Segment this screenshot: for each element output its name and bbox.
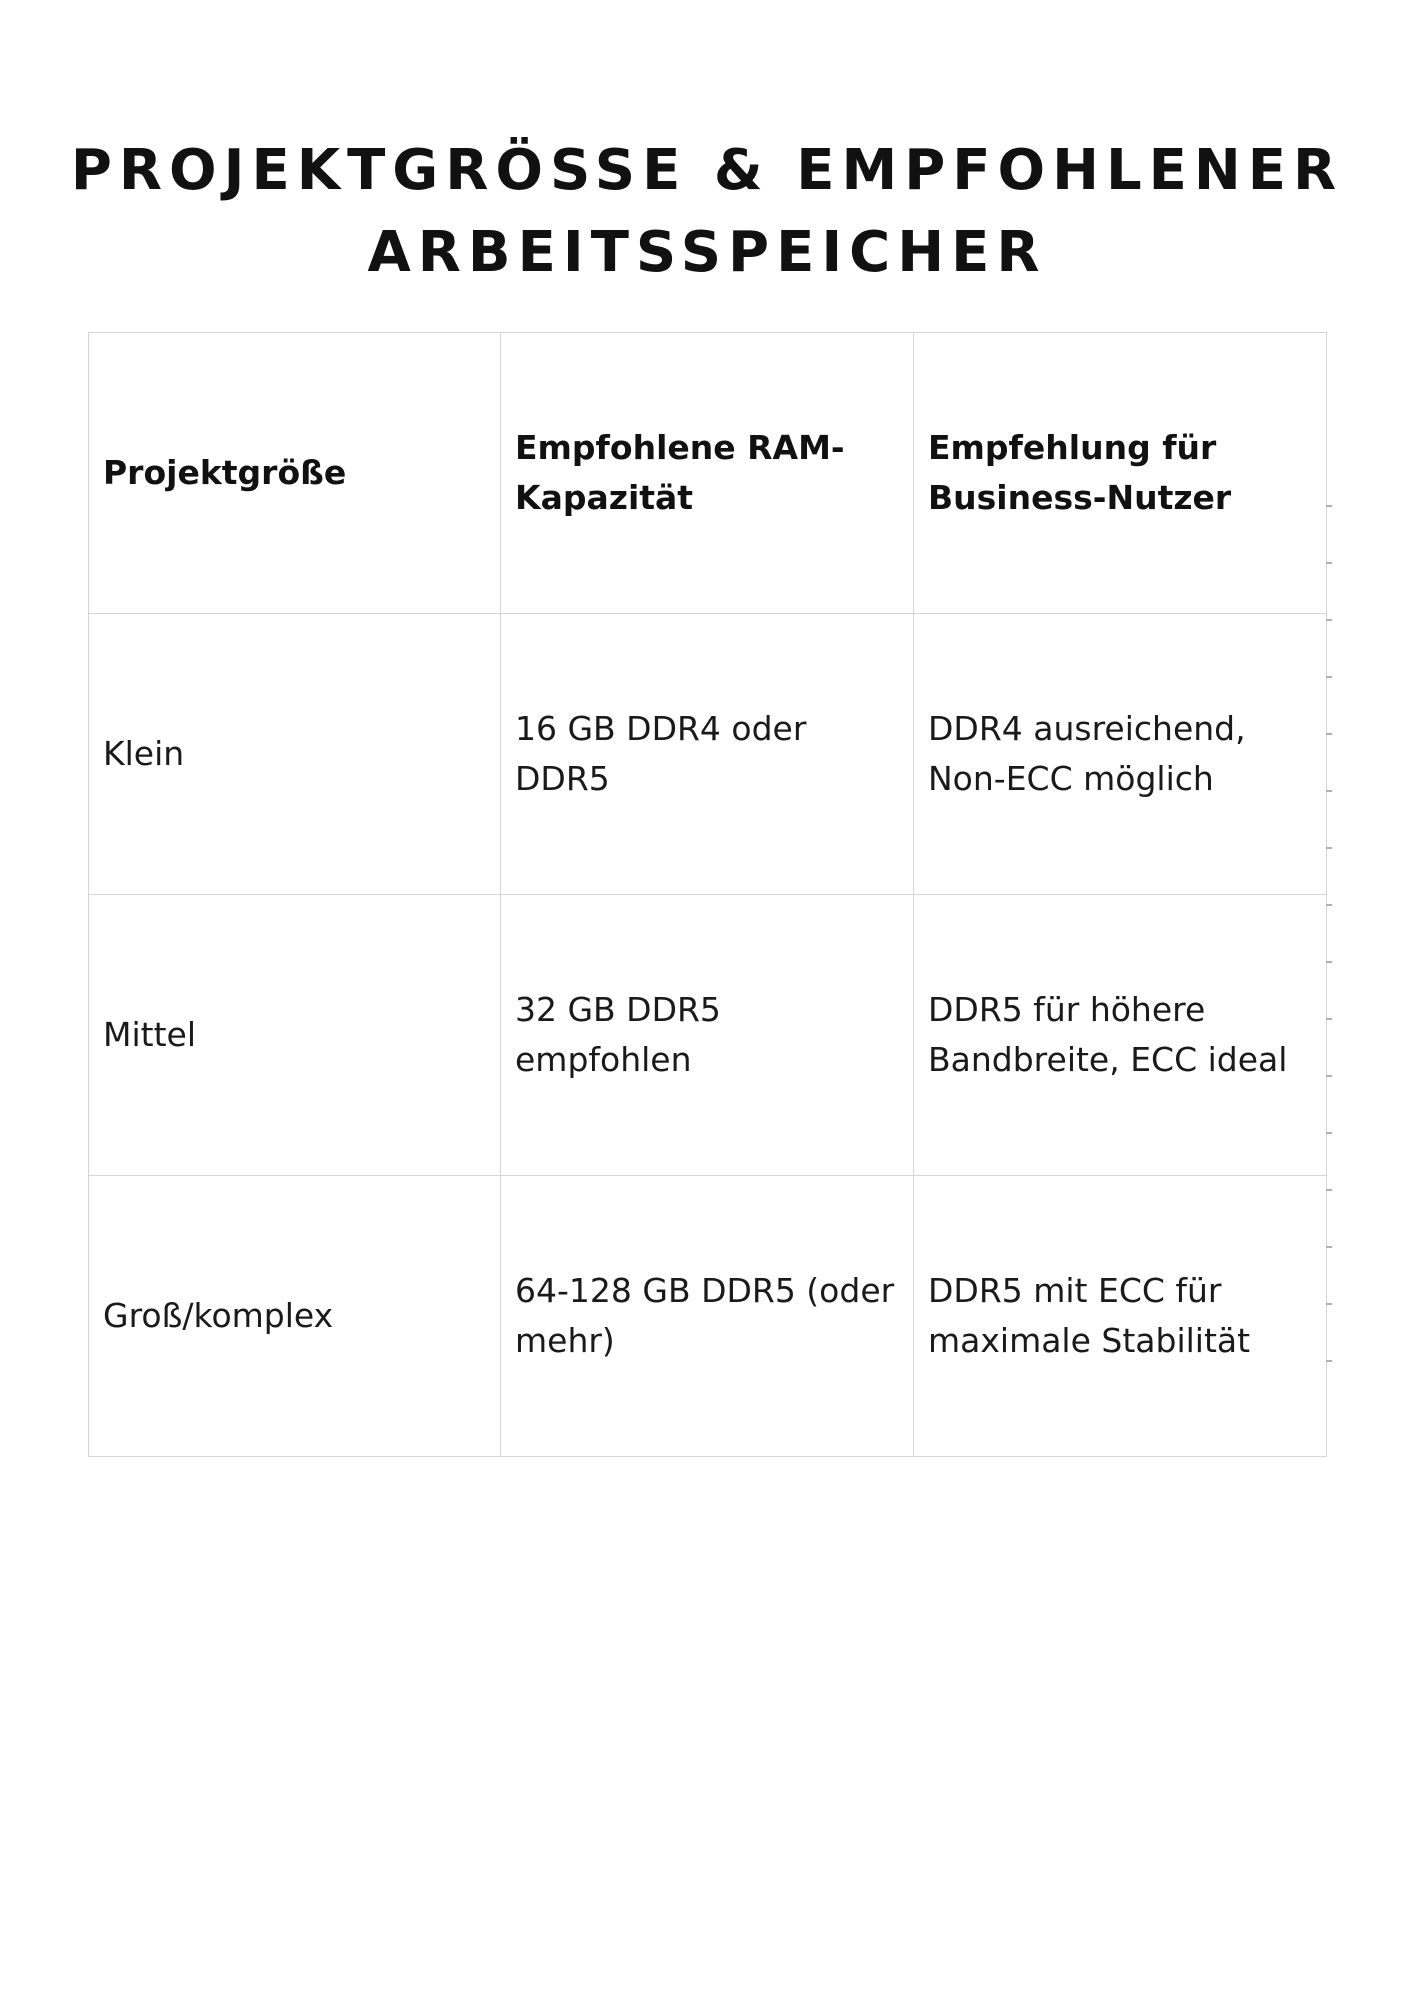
table-row [89,895,1327,1176]
cell-project-size [89,895,501,1176]
decorative-tick-strip [1326,505,1334,1365]
header-project-size-label: Projektgröße [103,453,347,492]
tick-mark [1326,1360,1332,1362]
cell-text: DDR5 für höhere Bandbreite, ECC ideal [928,990,1288,1079]
tick-mark [1326,619,1332,621]
page-title-line-2: ARBEITSSPEICHER [367,219,1047,285]
tick-mark [1326,676,1332,678]
tick-mark [1326,1018,1332,1020]
tick-mark [1326,562,1332,564]
cell-text: 16 GB DDR4 oder DDR5 [515,709,807,798]
cell-business-recommendation [914,895,1327,1176]
header-ram-capacity [501,333,914,614]
ram-recommendation-table [88,332,1327,1457]
cell-text: Mittel [103,1015,196,1054]
page-title-line-1: PROJEKTGRÖSSE & EMPFOHLENER [70,137,1344,203]
table-row [89,614,1327,895]
header-business-recommendation [914,333,1327,614]
cell-project-size [89,1176,501,1457]
table-row [89,1176,1327,1457]
cell-project-size [89,614,501,895]
cell-ram-capacity [501,895,914,1176]
cell-text: 64-128 GB DDR5 (oder mehr) [515,1271,895,1360]
tick-mark [1326,847,1332,849]
cell-text: 32 GB DDR5 empfohlen [515,990,721,1079]
cell-text: Klein [103,734,185,773]
cell-text: DDR4 ausreichend, Non-ECC möglich [928,709,1246,798]
header-project-size [89,333,501,614]
tick-mark [1326,1075,1332,1077]
tick-mark [1326,505,1332,507]
tick-mark [1326,1189,1332,1191]
tick-mark [1326,1132,1332,1134]
page-title [0,130,1414,294]
cell-ram-capacity [501,614,914,895]
tick-mark [1326,904,1332,906]
cell-text: DDR5 mit ECC für maximale Stabilität [928,1271,1251,1360]
tick-mark [1326,1303,1332,1305]
cell-text: Groß/komplex [103,1296,334,1335]
header-business-recommendation-label: Empfehlung für Business-Nutzer [928,428,1232,517]
tick-mark [1326,790,1332,792]
tick-mark [1326,961,1332,963]
cell-business-recommendation [914,614,1327,895]
header-ram-capacity-label: Empfohlene RAM-Kapazität [515,428,845,517]
table-header-row [89,333,1327,614]
cell-business-recommendation [914,1176,1327,1457]
cell-ram-capacity [501,1176,914,1457]
tick-mark [1326,1246,1332,1248]
tick-mark [1326,733,1332,735]
